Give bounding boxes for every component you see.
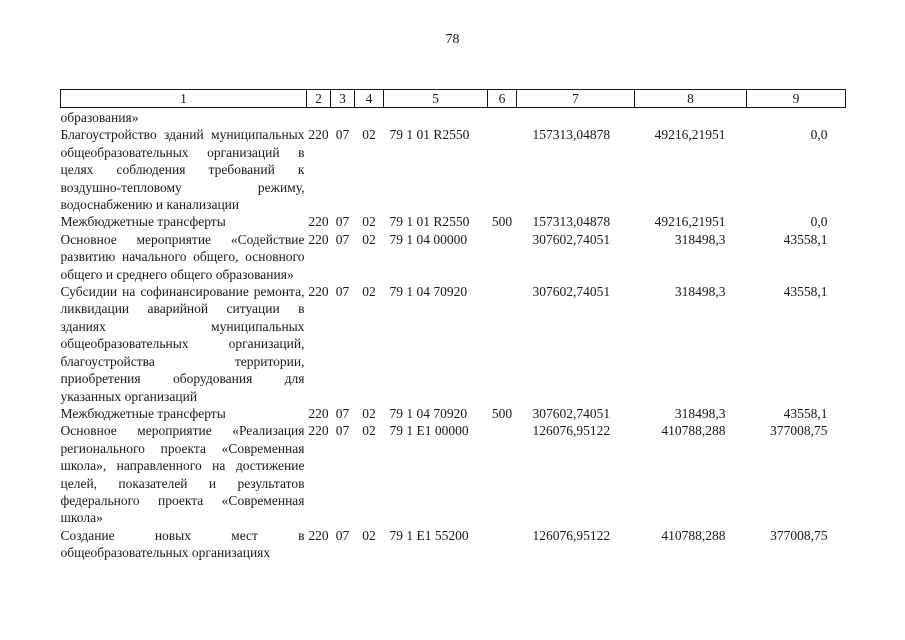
row-name: Основное мероприятие «Содействие развитию начального общего, основного общего и среднего общего образования» <box>60 231 305 282</box>
column-header-5: 5 <box>384 90 488 108</box>
row-col8: 49216,21951 <box>654 127 726 143</box>
row-name: Основное мероприятие «Реализация регионального проекта «Современная школа», направленного на достижение целей, показателей и результатов федерального проекта «Современная школа» <box>60 423 305 526</box>
row-col2: 220 <box>308 284 329 300</box>
row-name: Межбюджетные трансферты <box>60 405 226 421</box>
row-col4: 02 <box>362 214 376 230</box>
row-col4: 02 <box>362 527 376 543</box>
table-row <box>61 422 846 526</box>
column-header-3: 3 <box>331 90 355 108</box>
row-col6 <box>488 231 517 283</box>
column-header-8: 8 <box>635 90 747 108</box>
row-col9: 0,0 <box>810 214 828 230</box>
column-header-1: 1 <box>61 90 307 108</box>
row-col7: 157313,04878 <box>532 127 611 143</box>
column-header-7: 7 <box>517 90 635 108</box>
table-row <box>61 213 846 230</box>
row-col9: 43558,1 <box>783 405 828 421</box>
row-col3: 07 <box>335 527 350 543</box>
table-row <box>61 126 846 213</box>
budget-table <box>60 89 846 562</box>
row-col9: 0,0 <box>810 127 828 143</box>
row-col6: 500 <box>491 405 513 421</box>
row-col5: 79 1 04 70920 <box>389 284 468 300</box>
row-col8: 318498,3 <box>674 231 726 247</box>
row-name: образования» <box>60 110 139 125</box>
row-col3: 07 <box>335 284 350 300</box>
row-col5: 79 1 01 R2550 <box>389 214 470 230</box>
table-row <box>61 108 846 127</box>
row-col7 <box>517 108 635 127</box>
row-col2: 220 <box>308 527 329 543</box>
row-col6 <box>488 283 517 405</box>
row-col4: 02 <box>362 284 376 300</box>
row-col6: 500 <box>491 214 513 230</box>
row-col7: 307602,74051 <box>532 405 611 421</box>
row-col5: 79 1 04 70920 <box>389 405 468 421</box>
row-col8: 410788,288 <box>661 423 726 439</box>
row-col4: 02 <box>362 405 376 421</box>
row-col9: 43558,1 <box>783 231 828 247</box>
row-col9: 377008,75 <box>770 423 828 439</box>
row-col3: 07 <box>335 214 350 230</box>
row-col2: 220 <box>308 423 329 439</box>
row-col8: 318498,3 <box>674 284 726 300</box>
column-header-2: 2 <box>307 90 331 108</box>
row-col3: 07 <box>335 127 350 143</box>
table-row <box>61 231 846 283</box>
row-col4: 02 <box>362 231 376 247</box>
row-col4: 02 <box>362 423 376 439</box>
row-col3: 07 <box>335 405 350 421</box>
row-col3: 07 <box>335 231 350 247</box>
row-col8: 318498,3 <box>674 405 726 421</box>
row-col2: 220 <box>308 405 329 421</box>
column-header-9: 9 <box>747 90 846 108</box>
row-col5: 79 1 01 R2550 <box>389 127 470 143</box>
row-col7: 126076,95122 <box>532 527 611 543</box>
row-col5: 79 1 E1 00000 <box>389 423 469 439</box>
row-name: Создание новых мест в общеобразовательных организациях <box>60 527 305 561</box>
row-col7: 307602,74051 <box>532 231 611 247</box>
row-col7: 307602,74051 <box>532 284 611 300</box>
row-col2: 220 <box>308 127 329 143</box>
row-col2: 220 <box>308 231 329 247</box>
row-col8: 410788,288 <box>661 527 726 543</box>
row-col5 <box>384 108 488 127</box>
table-row <box>61 405 846 422</box>
row-name: Субсидии на софинансирование ремонта, ликвидации аварийной ситуации в зданиях муниципальных общеобразовательных организаций, благоустройства территории, приобретения оборудования для указанных организаций <box>60 284 305 404</box>
row-col8: 49216,21951 <box>654 214 726 230</box>
row-col2 <box>307 108 331 127</box>
row-name: Благоустройство зданий муниципальных общеобразовательных организаций в целях соблюдения требований к воздушно-тепловому режиму, водоснабжению и канализации <box>60 127 305 213</box>
row-col5: 79 1 04 00000 <box>389 231 468 247</box>
page-number: 78 <box>445 32 460 47</box>
row-col8 <box>635 108 747 127</box>
row-col9 <box>747 108 846 127</box>
row-col6 <box>488 422 517 526</box>
table-row <box>61 527 846 562</box>
row-col2: 220 <box>308 214 329 230</box>
row-col7: 126076,95122 <box>532 423 611 439</box>
row-col9: 43558,1 <box>783 284 828 300</box>
row-col6 <box>488 527 517 562</box>
row-col9: 377008,75 <box>770 527 828 543</box>
table-row <box>61 283 846 405</box>
column-header-4: 4 <box>355 90 384 108</box>
row-col6 <box>488 108 517 127</box>
row-name: Межбюджетные трансферты <box>60 214 226 230</box>
row-col4 <box>355 108 384 127</box>
row-col6 <box>488 126 517 213</box>
row-col3: 07 <box>335 423 350 439</box>
row-col7: 157313,04878 <box>532 214 611 230</box>
row-col3 <box>331 108 355 127</box>
column-header-6: 6 <box>488 90 517 108</box>
row-col4: 02 <box>362 127 376 143</box>
column-number-row <box>61 90 846 108</box>
row-col5: 79 1 E1 55200 <box>389 527 469 543</box>
